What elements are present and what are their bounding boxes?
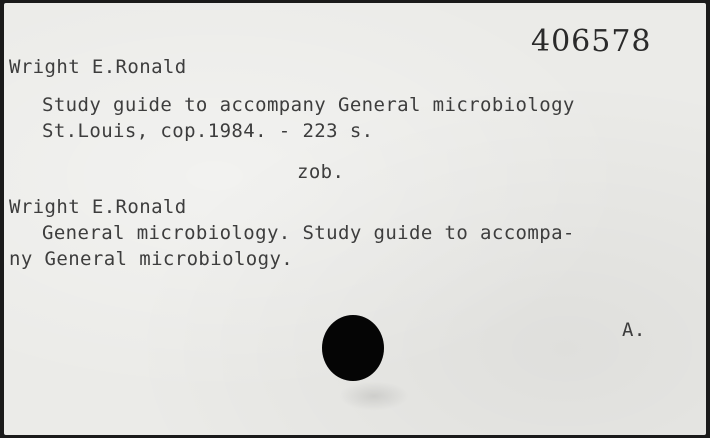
punch-hole [322, 315, 384, 381]
stain [339, 381, 409, 411]
entry1-author: Wright E.Ronald [9, 56, 187, 78]
entry1-imprint: St.Louis, cop.1984. - 223 s. [42, 120, 374, 142]
entry1-title: Study guide to accompany General microbiology [42, 94, 575, 116]
note: zob. [297, 161, 345, 183]
card-mark: A. [622, 319, 646, 341]
accession-number: 406578 [531, 24, 652, 59]
catalog-card [4, 3, 706, 435]
entry2-title-line1: General microbiology. Study guide to accompa- [42, 222, 575, 244]
entry2-author: Wright E.Ronald [9, 196, 187, 218]
entry2-title-line2: ny General microbiology. [9, 248, 294, 270]
